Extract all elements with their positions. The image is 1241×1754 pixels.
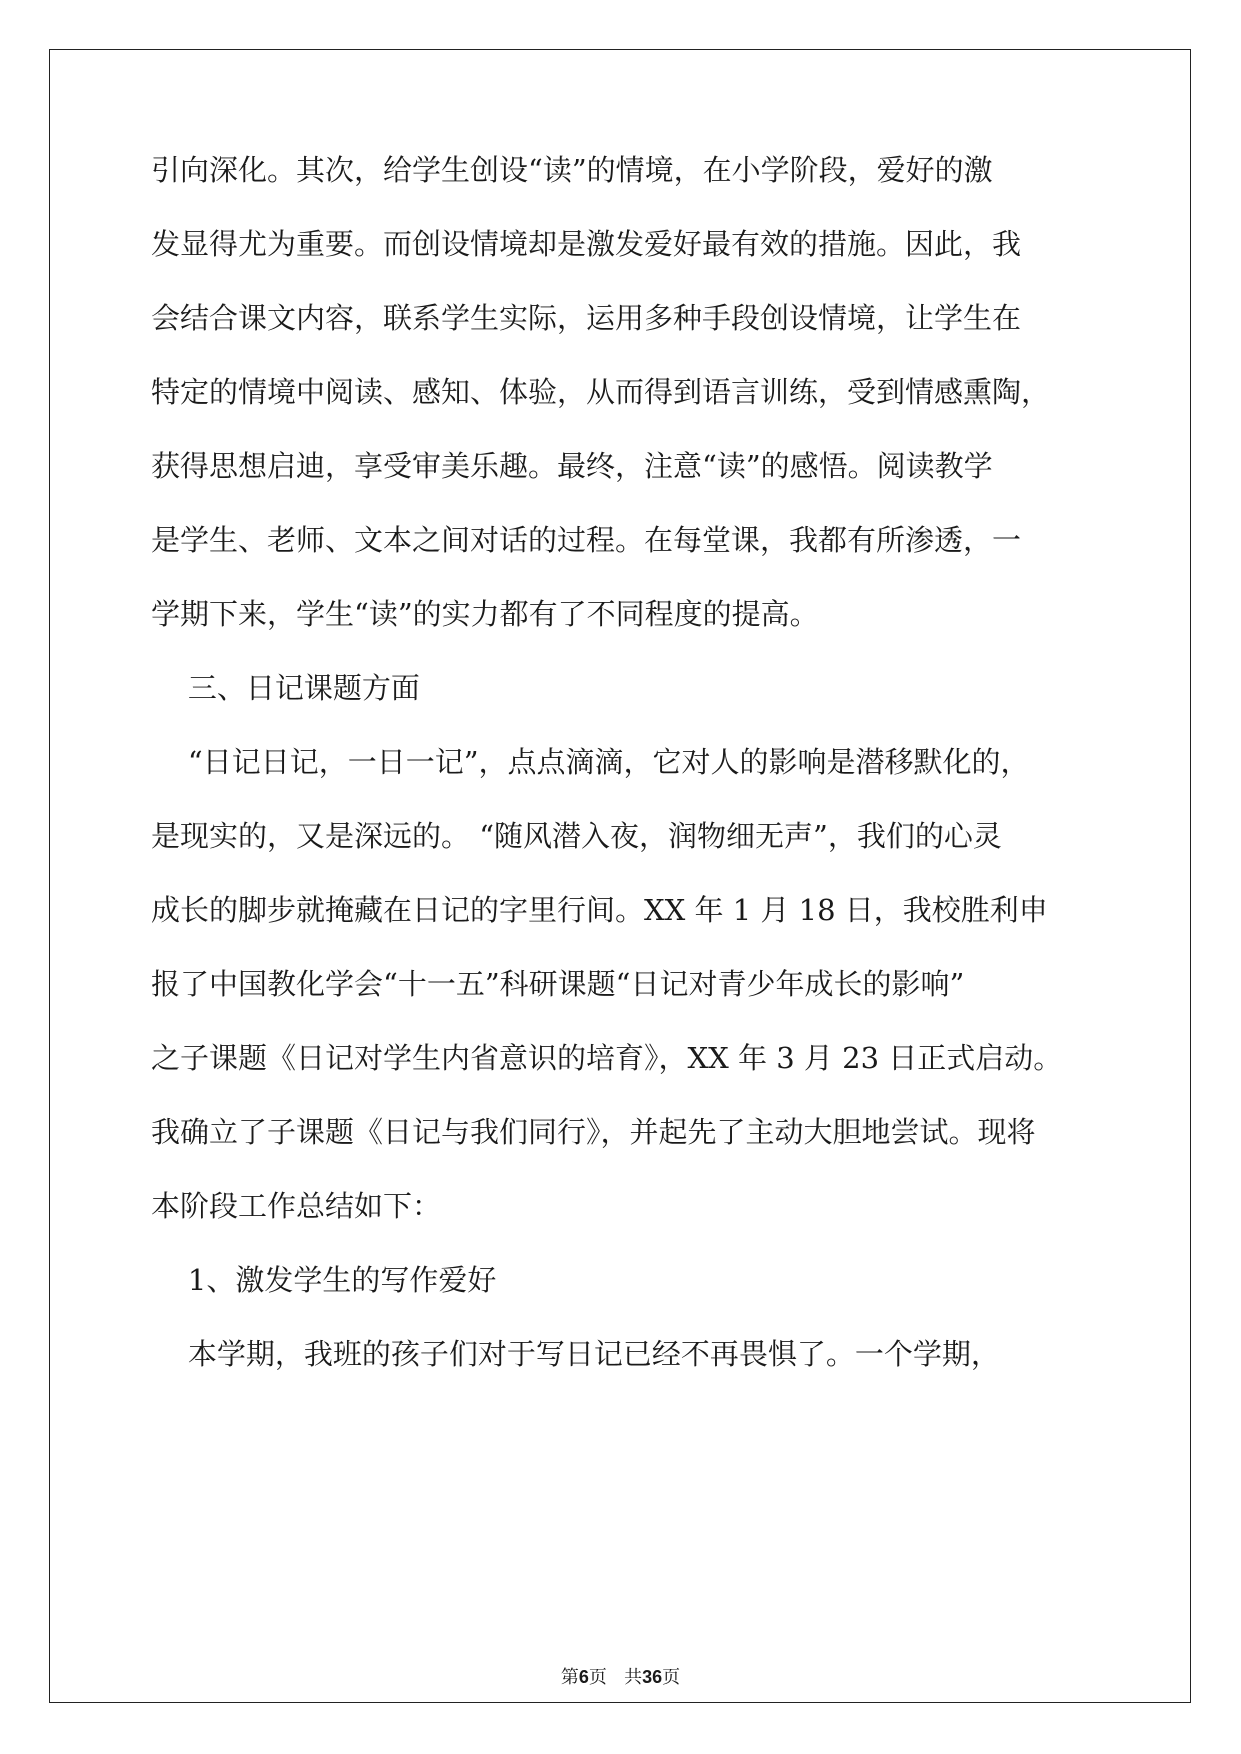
footer-current-page: 6 [578, 1667, 589, 1687]
body-text-line: 成长的脚步就掩藏在日记的字里行间。XX 年 1 月 18 日，我校胜利申 [151, 893, 1048, 927]
body-text-line: 是学生、老师、文本之间对话的过程。在每堂课，我都有所渗透，一 [151, 523, 1022, 557]
footer-total-prefix: 共 [624, 1667, 643, 1688]
page-footer [0, 1663, 1241, 1689]
body-text-line: 发显得尤为重要。而创设情境却是激发爱好最有效的措施。因此，我 [151, 227, 1022, 261]
body-text-line: 本阶段工作总结如下： [151, 1189, 442, 1223]
body-text-line: 特定的情境中阅读、感知、体验，从而得到语言训练，受到情感熏陶， [151, 375, 1051, 409]
body-text-line: 报了中国教化学会“十一五”科研课题“日记对青少年成长的影响” [151, 967, 965, 1001]
body-text-line: 引向深化。其次，给学生创设“读”的情境，在小学阶段，爱好的激 [151, 153, 993, 187]
footer-total-pages: 36 [642, 1667, 663, 1687]
section-heading: 三、日记课题方面 [151, 671, 420, 705]
footer-total-suffix: 页 [662, 1667, 681, 1688]
body-text-line: 本学期，我班的孩子们对于写日记已经不再畏惧了。一个学期， [151, 1337, 1000, 1371]
body-text-line: 会结合课文内容，联系学生实际，运用多种手段创设情境，让学生在 [151, 301, 1022, 335]
body-text-line: 之子课题《日记对学生内省意识的培育》，XX 年 3 月 23 日正式启动。 [151, 1041, 1063, 1075]
body-text-line: 学期下来，学生“读”的实力都有了不同程度的提高。 [151, 597, 819, 631]
subsection-heading: 1、激发学生的写作爱好 [151, 1263, 497, 1297]
body-text-line: 是现实的，又是深远的。 “随风潜入夜，润物细无声”，我们的心灵 [151, 819, 1002, 853]
footer-page-prefix: 第 [560, 1667, 579, 1688]
body-text-line: 我确立了子课题《日记与我们同行》，并起先了主动大胆地尝试。现将 [151, 1115, 1036, 1149]
body-text-line: 获得思想启迪，享受审美乐趣。最终，注意“读”的感悟。阅读教学 [151, 449, 993, 483]
body-text-line: “日记日记，一日一记”，点点滴滴，它对人的影响是潜移默化的， [151, 745, 1030, 779]
footer-page-suffix: 页 [588, 1667, 607, 1688]
